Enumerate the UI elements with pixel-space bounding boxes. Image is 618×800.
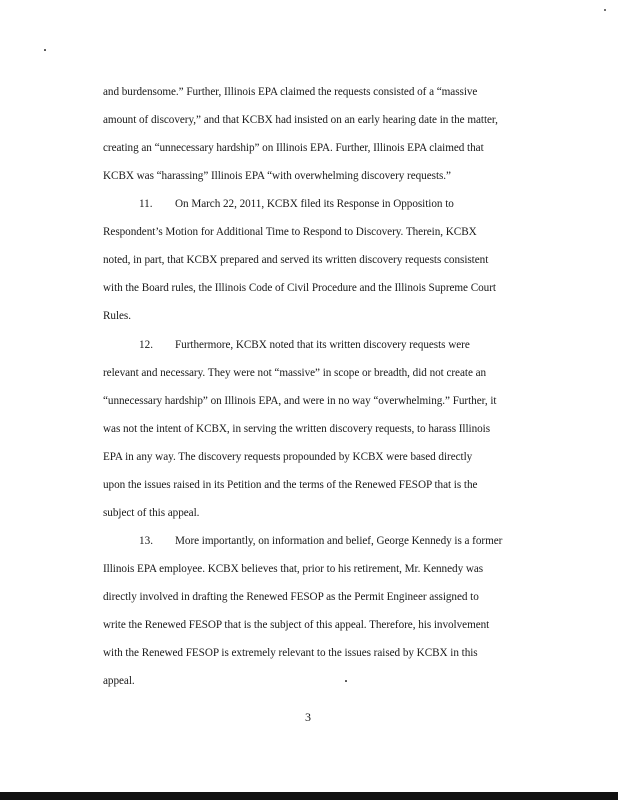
text-line: write the Renewed FESOP that is the subject of this appeal. Therefore, his involvement — [103, 619, 490, 631]
text-line: Respondent’s Motion for Additional Time to Respond to Discovery. Therein, KCBX — [103, 226, 477, 238]
text-line: EPA in any way. The discovery requests propounded by KCBX were based directly — [103, 451, 473, 463]
scan-speck — [44, 49, 46, 51]
text-line: Rules. — [103, 310, 131, 322]
text-line: appeal. — [103, 675, 135, 687]
text-line: Furthermore, KCBX noted that its written discovery requests were — [175, 339, 470, 351]
scan-border — [0, 792, 618, 800]
text-line: “unnecessary hardship” on Illinois EPA, and were in no way “overwhelming.” Further, it — [103, 395, 497, 407]
text-line: was not the intent of KCBX, in serving the written discovery requests, to harass Illinois — [103, 423, 491, 435]
text-line: with the Board rules, the Illinois Code of Civil Procedure and the Illinois Supreme Court — [103, 282, 496, 294]
text-line: More importantly, on information and belief, George Kennedy is a former — [175, 535, 503, 547]
text-line: directly involved in drafting the Renewed FESOP as the Permit Engineer assigned to — [103, 591, 479, 603]
page-number: 3 — [305, 710, 311, 724]
text-line: with the Renewed FESOP is extremely relevant to the issues raised by KCBX in this — [103, 647, 478, 659]
text-line: upon the issues raised in its Petition and the terms of the Renewed FESOP that is the — [103, 479, 478, 491]
text-line: creating an “unnecessary hardship” on Illinois EPA. Further, Illinois EPA claimed that — [103, 142, 484, 154]
text-line: noted, in part, that KCBX prepared and served its written discovery requests consistent — [103, 254, 489, 266]
text-line: and burdensome.” Further, Illinois EPA claimed the requests consisted of a “massive — [103, 86, 478, 98]
paragraph-number: 12. — [139, 339, 153, 351]
text-line: On March 22, 2011, KCBX filed its Response in Opposition to — [175, 198, 454, 210]
text-line: amount of discovery,” and that KCBX had insisted on an early hearing date in the matter, — [103, 114, 498, 126]
text-line: subject of this appeal. — [103, 507, 200, 519]
text-line: relevant and necessary. They were not “massive” in scope or breadth, did not create an — [103, 367, 487, 379]
text-line: KCBX was “harassing” Illinois EPA “with overwhelming discovery requests.” — [103, 170, 451, 182]
paragraph-number: 13. — [139, 535, 153, 547]
text-line: Illinois EPA employee. KCBX believes that, prior to his retirement, Mr. Kennedy was — [103, 563, 484, 575]
paragraph-number: 11. — [139, 198, 153, 210]
scan-speck — [604, 9, 606, 11]
scan-speck — [345, 680, 347, 682]
